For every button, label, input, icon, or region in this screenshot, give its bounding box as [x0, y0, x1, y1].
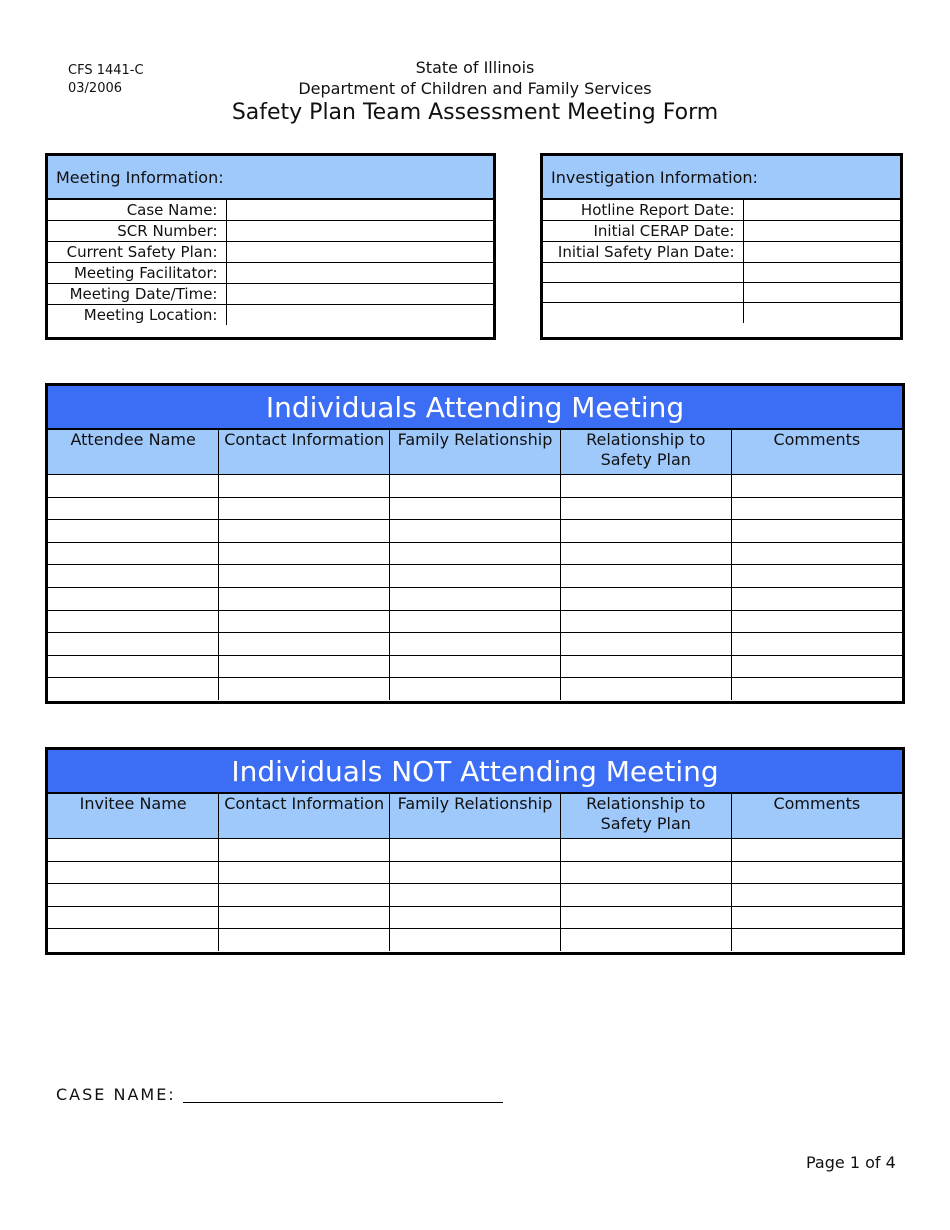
attending-table-row	[48, 565, 902, 588]
not-attending-table-cell[interactable]	[560, 906, 731, 929]
attending-table-cell[interactable]	[48, 542, 219, 565]
attending-table-cell[interactable]	[219, 655, 390, 678]
not-attending-title: Individuals NOT Attending Meeting	[48, 750, 902, 794]
attending-table-row	[48, 542, 902, 565]
attending-table-cell[interactable]	[731, 587, 902, 610]
attending-table-row	[48, 610, 902, 633]
attending-table-cell[interactable]	[390, 678, 561, 700]
attending-table-cell[interactable]	[48, 497, 219, 520]
not-attending-table-row	[48, 906, 902, 929]
not-attending-table-cell[interactable]	[48, 929, 219, 951]
attending-column-header: Family Relationship	[390, 430, 561, 475]
attending-table-row	[48, 655, 902, 678]
attending-column-header: Comments	[731, 430, 902, 475]
meeting-info-value-field[interactable]	[226, 284, 493, 305]
not-attending-table-cell[interactable]	[219, 884, 390, 907]
investigation-info-value-field[interactable]	[743, 263, 900, 283]
attending-table-cell[interactable]	[219, 678, 390, 700]
not-attending-column-header: Comments	[731, 794, 902, 839]
attending-table	[48, 430, 902, 700]
attending-table-cell[interactable]	[48, 565, 219, 588]
attending-table-cell[interactable]	[390, 587, 561, 610]
investigation-info-label: Hotline Report Date:	[543, 200, 743, 221]
meeting-info-value-field[interactable]	[226, 263, 493, 284]
meeting-info-heading: Meeting Information:	[48, 156, 493, 200]
meeting-info-row	[48, 284, 493, 305]
attending-table-cell[interactable]	[219, 542, 390, 565]
attending-table-cell[interactable]	[560, 610, 731, 633]
form-title: Safety Plan Team Assessment Meeting Form	[231, 100, 719, 125]
investigation-info-value-field[interactable]	[743, 283, 900, 303]
department-name: Department of Children and Family Services	[298, 79, 652, 98]
attending-table-cell[interactable]	[731, 520, 902, 543]
case-name-line[interactable]	[183, 1102, 503, 1103]
meeting-info-label: Meeting Location:	[48, 305, 226, 326]
attending-table-cell[interactable]	[560, 565, 731, 588]
attending-table-cell[interactable]	[390, 475, 561, 498]
meeting-info-row	[48, 200, 493, 221]
not-attending-table-cell[interactable]	[219, 906, 390, 929]
not-attending-table-cell[interactable]	[560, 861, 731, 884]
attending-table-cell[interactable]	[390, 520, 561, 543]
meeting-info-label: Meeting Date/Time:	[48, 284, 226, 305]
meeting-info-value-field[interactable]	[226, 242, 493, 263]
not-attending-table-cell[interactable]	[48, 861, 219, 884]
meeting-info-box	[45, 153, 496, 340]
attending-table-cell[interactable]	[390, 655, 561, 678]
attending-table-cell[interactable]	[219, 565, 390, 588]
attending-table-cell[interactable]	[731, 542, 902, 565]
not-attending-table-cell[interactable]	[390, 861, 561, 884]
attending-table-cell[interactable]	[731, 655, 902, 678]
meeting-info-value-field[interactable]	[226, 221, 493, 242]
attending-table-row	[48, 633, 902, 656]
attending-table-cell[interactable]	[390, 633, 561, 656]
attending-table-cell[interactable]	[560, 542, 731, 565]
investigation-info-heading: Investigation Information:	[543, 156, 900, 200]
state-name: State of Illinois	[415, 58, 535, 77]
investigation-info-table	[543, 200, 900, 323]
not-attending-table-cell[interactable]	[731, 861, 902, 884]
meeting-info-table	[48, 200, 493, 325]
attending-table-row	[48, 475, 902, 498]
investigation-info-value-field[interactable]	[743, 303, 900, 323]
attending-table-row	[48, 678, 902, 700]
not-attending-table-cell[interactable]	[219, 839, 390, 862]
not-attending-table-cell[interactable]	[48, 884, 219, 907]
investigation-info-row	[543, 221, 900, 242]
meeting-info-value-field[interactable]	[226, 305, 493, 326]
not-attending-table-cell[interactable]	[219, 861, 390, 884]
attending-table-cell[interactable]	[560, 587, 731, 610]
investigation-info-value-field[interactable]	[743, 242, 900, 263]
investigation-info-label: Initial CERAP Date:	[543, 221, 743, 242]
attending-table-cell[interactable]	[219, 520, 390, 543]
attending-column-header: Contact Information	[219, 430, 390, 475]
attending-table-cell[interactable]	[219, 475, 390, 498]
not-attending-table-cell[interactable]	[731, 839, 902, 862]
not-attending-table-cell[interactable]	[560, 839, 731, 862]
attending-table-cell[interactable]	[48, 678, 219, 700]
attending-table-cell[interactable]	[731, 678, 902, 700]
not-attending-table-row	[48, 839, 902, 862]
attending-table-cell[interactable]	[48, 610, 219, 633]
meeting-info-label: SCR Number:	[48, 221, 226, 242]
attending-table-cell[interactable]	[560, 520, 731, 543]
attending-table-cell[interactable]	[560, 633, 731, 656]
not-attending-table-cell[interactable]	[219, 929, 390, 951]
attending-table-row	[48, 497, 902, 520]
not-attending-column-header: Invitee Name	[48, 794, 219, 839]
attending-table-cell[interactable]	[390, 542, 561, 565]
meeting-info-label: Case Name:	[48, 200, 226, 221]
attending-table-cell[interactable]	[731, 497, 902, 520]
meeting-info-value-field[interactable]	[226, 200, 493, 221]
not-attending-table-row	[48, 929, 902, 951]
not-attending-table-row	[48, 884, 902, 907]
not-attending-column-header: Relationship to Safety Plan	[560, 794, 731, 839]
attending-table-cell[interactable]	[48, 587, 219, 610]
not-attending-column-header: Contact Information	[219, 794, 390, 839]
attending-table-cell[interactable]	[560, 497, 731, 520]
investigation-info-label	[543, 283, 743, 303]
attending-table-cell[interactable]	[48, 655, 219, 678]
attending-table-cell[interactable]	[390, 497, 561, 520]
attending-table-cell[interactable]	[390, 565, 561, 588]
attending-table-cell[interactable]	[48, 633, 219, 656]
attending-table-cell[interactable]	[219, 497, 390, 520]
not-attending-table-cell[interactable]	[390, 906, 561, 929]
attending-column-header: Relationship to Safety Plan	[560, 430, 731, 475]
not-attending-table-cell[interactable]	[731, 906, 902, 929]
meeting-info-row	[48, 263, 493, 284]
not-attending-column-header: Family Relationship	[390, 794, 561, 839]
not-attending-table-cell[interactable]	[560, 884, 731, 907]
not-attending-table-cell[interactable]	[731, 929, 902, 951]
meeting-info-row	[48, 242, 493, 263]
not-attending-table-cell[interactable]	[390, 839, 561, 862]
not-attending-section	[45, 747, 905, 955]
meeting-info-label: Meeting Facilitator:	[48, 263, 226, 284]
attending-table-cell[interactable]	[560, 655, 731, 678]
attending-table-cell[interactable]	[731, 475, 902, 498]
meeting-info-row	[48, 305, 493, 326]
not-attending-table	[48, 794, 902, 951]
investigation-info-label	[543, 303, 743, 323]
meeting-info-row	[48, 221, 493, 242]
investigation-info-box	[540, 153, 903, 340]
attending-table-row	[48, 587, 902, 610]
form-code: CFS 1441-C	[68, 63, 144, 78]
case-name-label: CASE NAME:	[56, 1085, 176, 1104]
form-date: 03/2006	[68, 81, 123, 96]
investigation-info-value-field[interactable]	[743, 200, 900, 221]
attending-table-cell[interactable]	[48, 520, 219, 543]
attending-table-cell[interactable]	[219, 633, 390, 656]
not-attending-table-cell[interactable]	[390, 884, 561, 907]
investigation-info-value-field[interactable]	[743, 221, 900, 242]
attending-table-cell[interactable]	[731, 610, 902, 633]
investigation-info-label: Initial Safety Plan Date:	[543, 242, 743, 263]
investigation-info-row	[543, 283, 900, 303]
attending-title: Individuals Attending Meeting	[48, 386, 902, 430]
attending-table-cell[interactable]	[560, 475, 731, 498]
not-attending-table-cell[interactable]	[560, 929, 731, 951]
not-attending-table-cell[interactable]	[731, 884, 902, 907]
not-attending-table-row	[48, 861, 902, 884]
investigation-info-row	[543, 200, 900, 221]
page-number: Page 1 of 4	[806, 1153, 896, 1172]
attending-column-header: Attendee Name	[48, 430, 219, 475]
attending-table-cell[interactable]	[731, 565, 902, 588]
not-attending-table-cell[interactable]	[390, 929, 561, 951]
attending-table-cell[interactable]	[219, 610, 390, 633]
investigation-info-row	[543, 242, 900, 263]
investigation-info-row	[543, 303, 900, 323]
attending-table-cell[interactable]	[48, 475, 219, 498]
attending-table-cell[interactable]	[219, 587, 390, 610]
investigation-info-label	[543, 263, 743, 283]
not-attending-table-cell[interactable]	[48, 906, 219, 929]
investigation-info-row	[543, 263, 900, 283]
attending-table-cell[interactable]	[560, 678, 731, 700]
attending-table-cell[interactable]	[731, 633, 902, 656]
attending-table-cell[interactable]	[390, 610, 561, 633]
attending-table-row	[48, 520, 902, 543]
not-attending-table-cell[interactable]	[48, 839, 219, 862]
attending-section	[45, 383, 905, 704]
meeting-info-label: Current Safety Plan:	[48, 242, 226, 263]
